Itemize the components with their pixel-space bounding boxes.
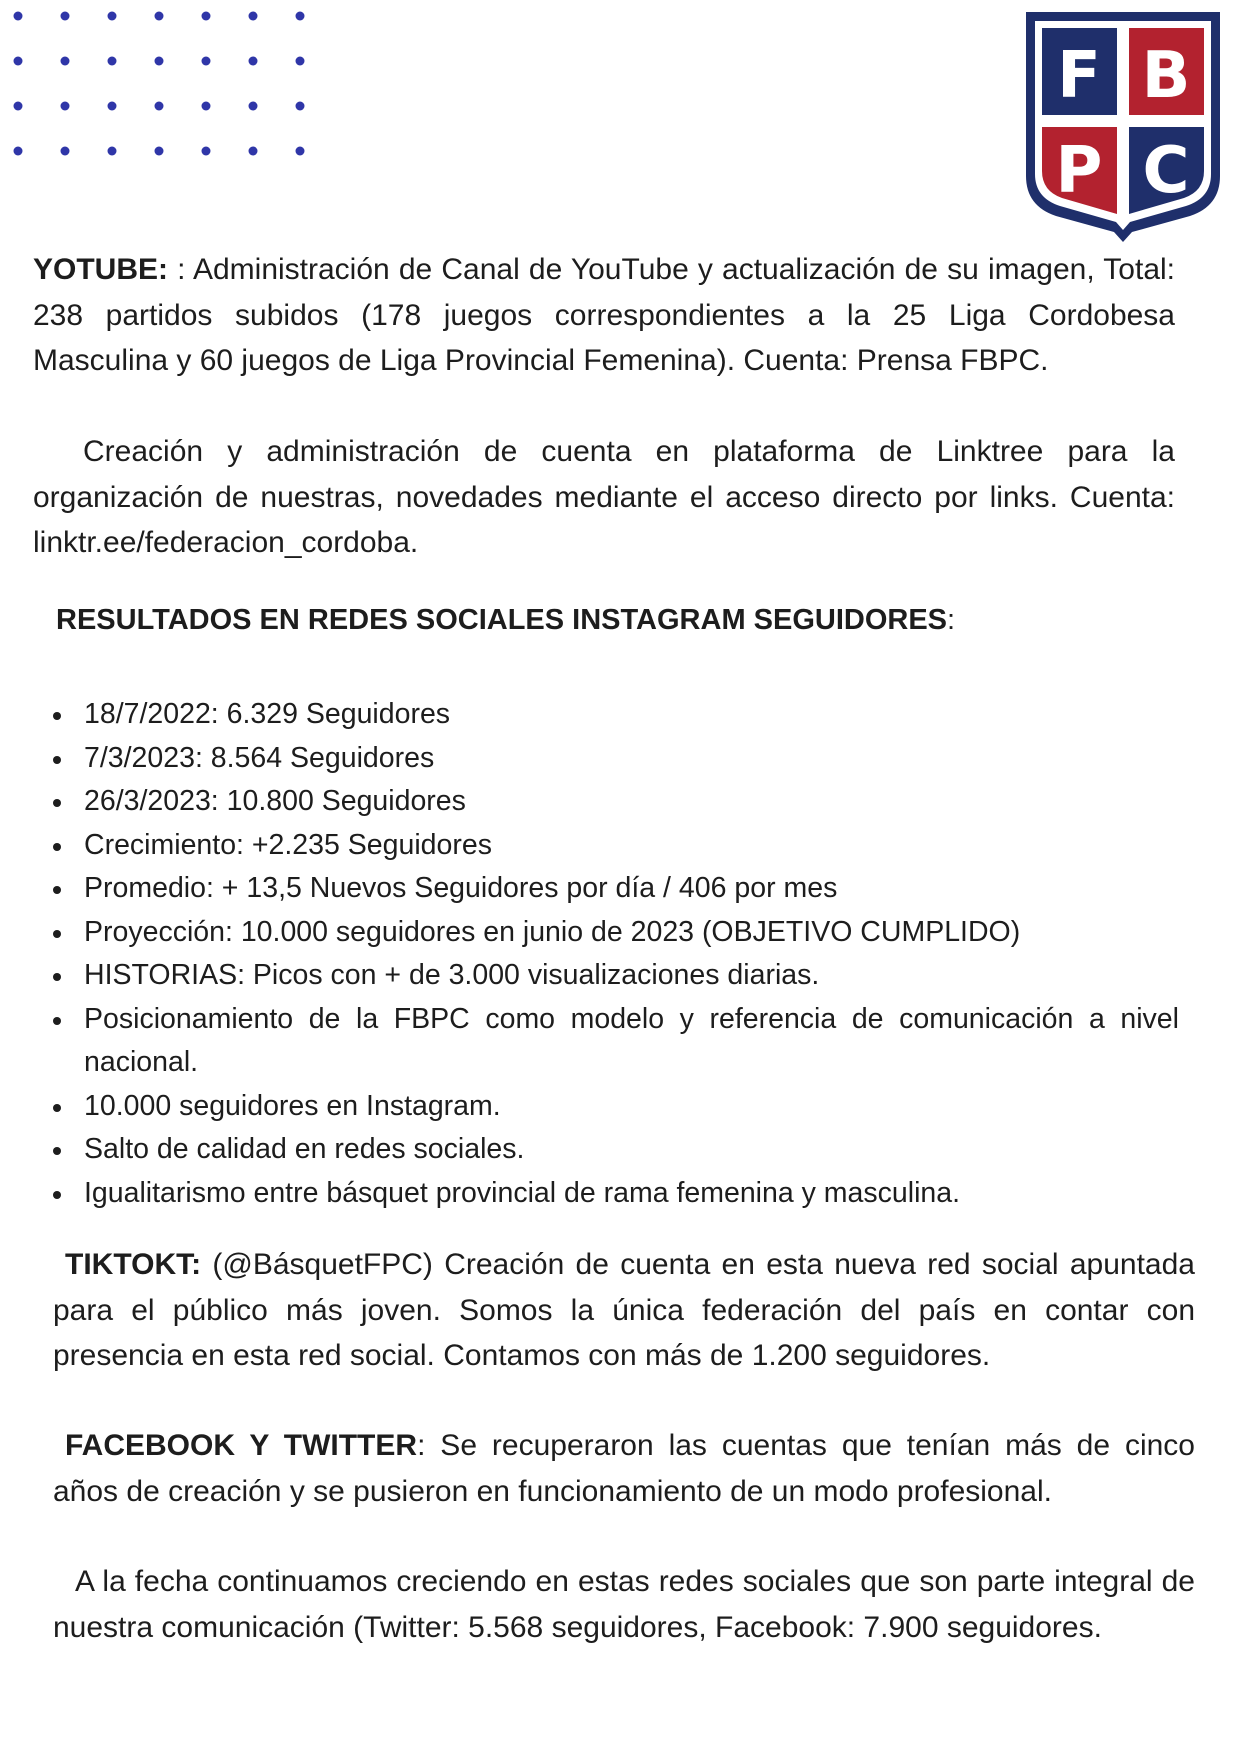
bullet-icon [53,799,61,807]
list-item-text: Proyección: 10.000 seguidores en junio de 2023 (OBJETIVO CUMPLIDO) [84,915,1021,948]
decorative-dot [249,57,258,66]
bullet-icon [53,1191,61,1199]
decorative-dot [108,57,117,66]
list-item-text: 7/3/2023: 8.564 Seguidores [84,741,435,774]
decorative-dot [202,12,211,21]
decorative-dot-grid [10,6,310,156]
decorative-dot [249,102,258,111]
bullet-icon [53,1017,61,1025]
results-heading-suffix: : [947,604,956,636]
list-item [34,998,1179,1085]
decorative-dot [61,102,70,111]
decorative-dot [296,12,305,21]
decorative-dot [296,102,305,111]
decorative-dot [108,102,117,111]
list-item [34,1172,1179,1216]
decorative-dot [14,57,23,66]
tiktok-paragraph [53,1242,1195,1379]
decorative-dot [61,147,70,156]
list-item [34,693,1179,737]
bullet-icon [53,1147,61,1155]
instagram-results-list [34,693,1179,1215]
results-heading [56,600,955,640]
list-item-text: Igualitarismo entre básquet provincial de rama femenina y masculina. [84,1176,961,1209]
list-item [34,1128,1179,1172]
linktree-paragraph [33,429,1175,566]
bullet-icon [53,973,61,981]
youtube-text: : Administración de Canal de YouTube y actualización de su imagen, Total: 238 partidos subidos (178 juegos correspondientes a la 25 Liga Cordobesa Masculina y 60 juegos de Liga Provincial Femenina). Cuenta: Prensa FBPC. [33,253,1175,377]
list-item-text: 10.000 seguidores en Instagram. [84,1089,501,1122]
bullet-icon [53,886,61,894]
list-item-text: Salto de calidad en redes sociales. [84,1133,525,1165]
logo-letter-f: F [1057,39,1101,113]
results-heading-text: RESULTADOS EN REDES SOCIALES INSTAGRAM SEGUIDORES [56,604,948,636]
linktree-text: Creación y administración de cuenta en plataforma de Linktree para la organización de nuestras, novedades mediante el acceso directo por links. Cuenta: linktr.ee/federacion_cordoba. [33,435,1175,559]
decorative-dot [155,12,164,21]
bullet-icon [53,1104,61,1112]
list-item-text: HISTORIAS: Picos con + de 3.000 visualizaciones diarias. [84,959,820,991]
decorative-dot [108,147,117,156]
bullet-icon [53,712,61,720]
closing-paragraph [53,1559,1195,1650]
list-item [34,911,1179,955]
decorative-dot [14,147,23,156]
list-item [34,867,1179,911]
facebook-twitter-label: FACEBOOK Y TWITTER [65,1429,418,1462]
decorative-dot [108,12,117,21]
decorative-dot [202,102,211,111]
list-item [34,737,1179,781]
decorative-dot [155,147,164,156]
list-item-text: Crecimiento: +2.235 Seguidores [84,828,492,861]
bullet-icon [53,930,61,938]
list-item [34,824,1179,868]
list-item [34,1085,1179,1129]
list-item-text: 18/7/2022: 6.329 Seguidores [84,698,451,730]
decorative-dot [14,102,23,111]
tiktok-text: (@BásquetFPC) Creación de cuenta en esta nueva red social apuntada para el público más joven. Somos la única federación del país en contar con presencia en esta red social. Contamos con más de 1.200 seguidores. [53,1248,1195,1372]
decorative-dot [155,57,164,66]
logo-letter-c: C [1142,134,1190,208]
decorative-dot [249,147,258,156]
decorative-dot [249,12,258,21]
list-item [34,780,1179,824]
youtube-label: YOTUBE: [33,253,168,286]
decorative-dot [296,57,305,66]
decorative-dot [296,147,305,156]
bullet-icon [53,756,61,764]
bullet-icon [53,843,61,851]
decorative-dot [155,102,164,111]
tiktok-label: TIKTOKT: [65,1248,202,1281]
logo-letter-p: P [1055,134,1103,208]
list-item-text: Posicionamiento de la FBPC como modelo y referencia de comunicación a nivel nacional. [84,1002,1179,1078]
list-item [34,954,1179,998]
facebook-twitter-text: : Se recuperaron las cuentas que tenían más de cinco años de creación y se pusieron en funcionamiento de un modo profesional. [53,1429,1195,1508]
logo-letter-b: B [1141,39,1191,113]
closing-text: A la fecha continuamos creciendo en estas redes sociales que son parte integral de nuestra comunicación (Twitter: 5.568 seguidores, Facebook: 7.900 seguidores. [53,1565,1195,1644]
fbpc-logo [1020,6,1226,244]
decorative-dot [202,57,211,66]
decorative-dot [61,12,70,21]
list-item-text: Promedio: + 13,5 Nuevos Seguidores por día / 406 por mes [84,872,838,904]
facebook-twitter-paragraph [53,1423,1195,1514]
decorative-dot [202,147,211,156]
decorative-dot [14,12,23,21]
list-item-text: 26/3/2023: 10.800 Seguidores [84,785,466,817]
youtube-paragraph [33,247,1175,384]
decorative-dot [61,57,70,66]
